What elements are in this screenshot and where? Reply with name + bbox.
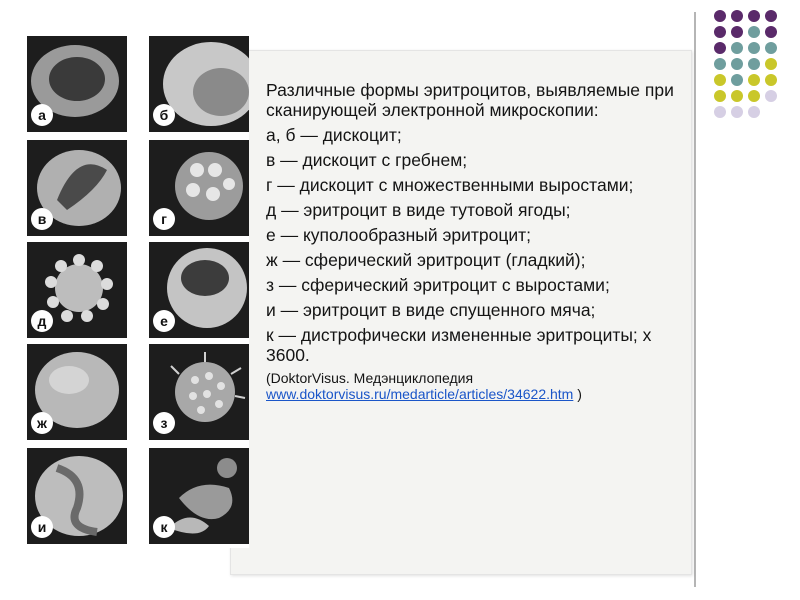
tile-z [149,344,249,440]
tile-letter: б [153,104,175,126]
tile-d [27,242,127,338]
tile-a [27,36,127,132]
divider-line [694,12,696,587]
item-list [266,125,686,365]
description-text [266,80,686,402]
tile-v [27,140,127,236]
tile-zh [27,344,127,440]
tile-b [149,36,249,132]
source-caption [266,370,686,402]
decorative-dot-grid [708,10,800,128]
decorative-dot [748,10,760,22]
tile-letter: а [31,104,53,126]
tile-k [149,448,249,544]
erythrocyte-figure [27,36,249,548]
decorative-dot [748,42,760,54]
decorative-dot [765,90,777,102]
decorative-dot [765,74,777,86]
decorative-dot [731,90,743,102]
list-item: з — сферический эритроцит с выростами; [266,275,610,295]
decorative-dot [748,74,760,86]
caption-prefix: (DoktorVisus. Медэнциклопедия [266,370,474,386]
tile-letter: в [31,208,53,230]
decorative-dot [765,26,777,38]
decorative-dot [765,10,777,22]
decorative-dot [731,58,743,70]
decorative-dot [765,58,777,70]
decorative-dot [748,26,760,38]
decorative-dot [714,90,726,102]
tile-i [27,448,127,544]
decorative-dot [714,42,726,54]
list-item: в — дискоцит с гребнем; [266,150,468,170]
tile-e [149,242,249,338]
tile-letter: з [153,412,175,434]
decorative-dot [731,10,743,22]
decorative-dot [731,26,743,38]
list-item: к — дистрофически измененные эритроциты; х 3600. [266,325,652,365]
caption-suffix: ) [573,386,582,402]
decorative-dot [714,10,726,22]
decorative-dot [765,42,777,54]
list-item: а, б — дискоцит; [266,125,402,145]
decorative-dot [731,74,743,86]
decorative-dot [748,106,760,118]
tile-g [149,140,249,236]
list-item: д — эритроцит в виде тутовой ягоды; [266,200,571,220]
tile-letter: г [153,208,175,230]
tile-letter: д [31,310,53,332]
list-item: и — эритроцит в виде спущенного мяча; [266,300,596,320]
decorative-dot [714,26,726,38]
tile-letter: е [153,310,175,332]
decorative-dot [748,90,760,102]
tile-letter: ж [31,412,53,434]
decorative-dot [731,106,743,118]
list-item: е — куполообразный эритроцит; [266,225,532,245]
list-item: г — дискоцит с множественными выростами; [266,175,634,195]
decorative-dot [714,106,726,118]
decorative-dot [714,74,726,86]
tile-letter: и [31,516,53,538]
heading: Различные формы эритроцитов, выявляемые при сканирующей электронной микроскопии: [266,80,674,120]
list-item: ж — сферический эритроцит (гладкий); [266,250,586,270]
tile-letter: к [153,516,175,538]
source-link[interactable]: www.doktorvisus.ru/medarticle/articles/34622.htm [266,386,574,402]
decorative-dot [731,42,743,54]
decorative-dot [748,58,760,70]
decorative-dot [714,58,726,70]
